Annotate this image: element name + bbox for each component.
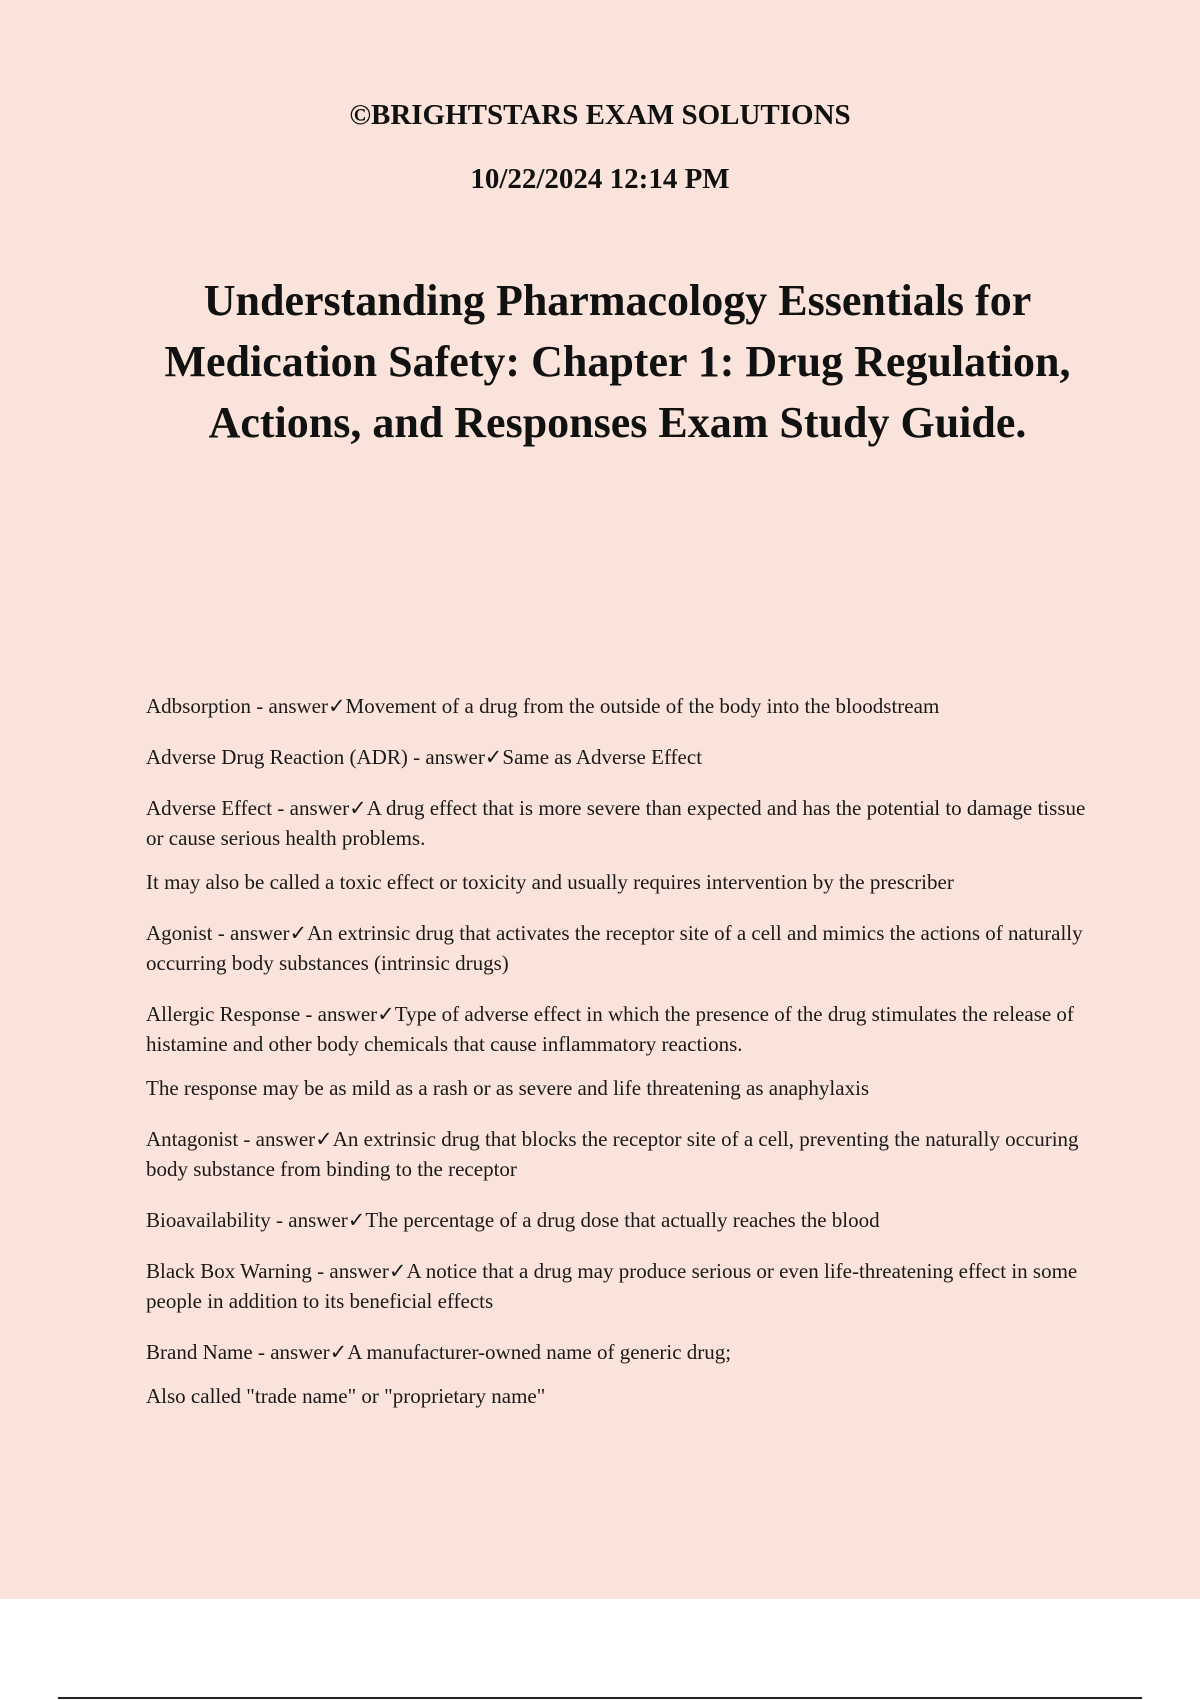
header-organization: ©BRIGHTSTARS EXAM SOLUTIONS — [349, 99, 851, 131]
glossary-entry-allergic-response: Allergic Response - answer✓Type of adverse effect in which the presence of the drug stimulates the release of histamine and other body chemicals that cause inflammatory reactions. — [146, 1002, 1074, 1056]
footer-divider — [58, 1697, 1142, 1699]
glossary-entry-agonist: Agonist - answer✓An extrinsic drug that activates the receptor site of a cell and mimics the actions of naturally occurring body substances (intrinsic drugs) — [146, 921, 1083, 975]
glossary-entry-adverse-effect-note: It may also be called a toxic effect or toxicity and usually requires intervention by the prescriber — [146, 870, 954, 894]
glossary-entry-brand-name-note: Also called "trade name" or "proprietary name" — [146, 1384, 546, 1408]
document-title: Understanding Pharmacology Essentials for Medication Safety: Chapter 1: Drug Regulation, Actions, and Responses Exam Study Guide. — [164, 276, 1071, 447]
glossary-entry-allergic-response-note: The response may be as mild as a rash or as severe and life threatening as anaphylaxis — [146, 1076, 870, 1100]
glossary-entry-antagonist: Antagonist - answer✓An extrinsic drug that blocks the receptor site of a cell, preventing the naturally occuring body substance from binding to the receptor — [146, 1127, 1079, 1181]
glossary-entry-brand-name: Brand Name - answer✓A manufacturer-owned name of generic drug; — [146, 1340, 732, 1364]
glossary-entry-adr: Adverse Drug Reaction (ADR) - answer✓Same as Adverse Effect — [146, 745, 703, 769]
glossary-entry-black-box-warning: Black Box Warning - answer✓A notice that a drug may produce serious or even life-threatening effect in some people in addition to its beneficial effects — [146, 1259, 1078, 1313]
header-datetime: 10/22/2024 12:14 PM — [470, 163, 730, 195]
glossary-entry-absorption: Adbsorption - answer✓Movement of a drug from the outside of the body into the bloodstream — [146, 694, 940, 718]
glossary-entry-bioavailability: Bioavailability - answer✓The percentage of a drug dose that actually reaches the blood — [146, 1208, 880, 1232]
glossary-list — [146, 691, 1101, 1432]
glossary-entry-adverse-effect: Adverse Effect - answer✓A drug effect that is more severe than expected and has the potential to damage tissue or cause serious health problems. — [146, 796, 1086, 850]
